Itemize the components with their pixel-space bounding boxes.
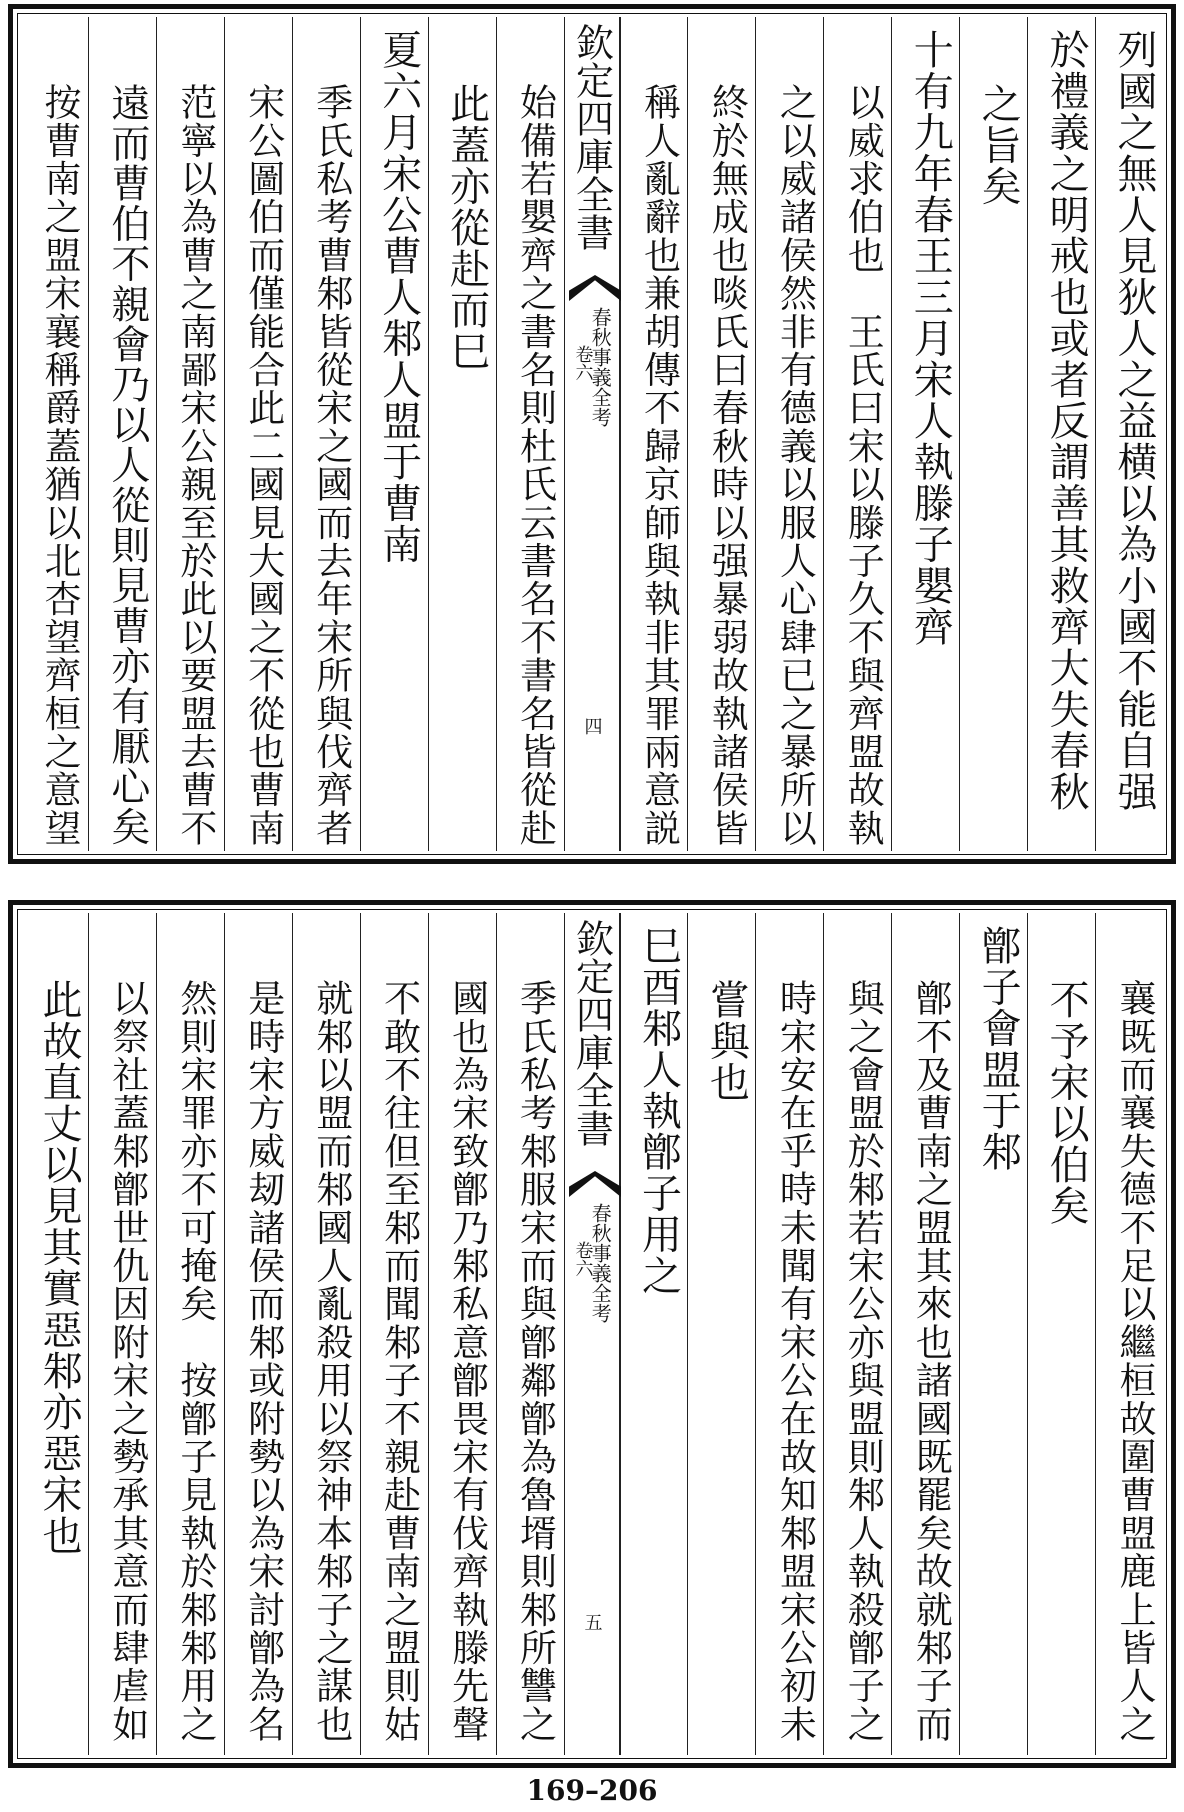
volume-label: 卷六 [572, 1241, 594, 1277]
bottom-page [8, 900, 1176, 1768]
text-column: 始備若嬰齊之書名則杜氏云書名不書名皆從赴 [496, 17, 564, 851]
text-column: 然則宋罪亦不可掩矣 按鄫子見執於邾邾用之 [156, 913, 224, 1755]
text-column: 巳酉邾人執鄫子用之 [620, 913, 688, 1755]
text-column: 遠而曹伯不親會乃以人從則見曹亦有厭心矣 [88, 17, 156, 851]
text-column: 宋公圖伯而僅能合此二國見大國之不從也曹南 [224, 17, 292, 851]
text-column: 嘗與也 [687, 913, 755, 1755]
text-column: 列國之無人見狄人之益横以為小國不能自强 [1095, 17, 1163, 851]
library-title: 欽定四庫全書 [569, 23, 614, 251]
book-title: 春秋事義全考 [588, 307, 613, 427]
text-column: 於禮義之明戒也或者反謂善其救齊大失春秋 [1027, 17, 1095, 851]
text-column: 是時宋方威刼諸侯而邾或附勢以為宋討鄫為名 [224, 913, 292, 1755]
book-title: 春秋事義全考 [588, 1203, 613, 1323]
text-column: 與之會盟於邾若宋公亦與盟則邾人執殺鄫子之 [823, 913, 891, 1755]
text-column: 鄫不及曹南之盟其來也諸國既罷矣故就邾子而 [891, 913, 959, 1755]
text-column: 此蓋亦從赴而巳 [428, 17, 496, 851]
text-column: 國也為宋致鄫乃邾私意鄫畏宋有伐齊執滕先聲 [428, 913, 496, 1755]
fish-tail-mark-icon [569, 1171, 621, 1197]
text-column: 就邾以盟而邾國人亂殺用以祭神本邾子之謀也 [292, 913, 360, 1755]
text-column: 終於無成也啖氏曰春秋時以强暴弱故執諸侯皆 [687, 17, 755, 851]
volume-label: 卷六 [572, 345, 594, 381]
text-column: 十有九年春王三月宋人執滕子嬰齊 [891, 17, 959, 851]
text-column: 不敢不往但至邾而聞邾子不親赴曹南之盟則姑 [360, 913, 428, 1755]
folio-number: 五 [581, 1613, 603, 1631]
center-gutter [564, 17, 620, 851]
text-column: 按曹南之盟宋襄稱爵蓋猶以北杏望齊桓之意望 [37, 83, 81, 847]
text-column: 以祭社蓋邾鄫世仇因附宋之勢承其意而肆虐如 [88, 913, 156, 1755]
text-column: 季氏私考邾服宋而與鄫鄰鄫為魯壻則邾所讐之 [496, 913, 564, 1755]
text-column: 夏六月宋公曹人邾人盟于曹南 [360, 17, 428, 851]
text-column: 稱人亂辭也兼胡傳不歸京師與執非其罪兩意説 [620, 17, 688, 851]
text-column: 之以威諸侯然非有德義以服人心肆已之暴所以 [755, 17, 823, 851]
fish-tail-mark-icon [569, 275, 621, 301]
text-column: 之旨矣 [959, 17, 1027, 851]
text-column: 不予宋以伯矣 [1027, 913, 1095, 1755]
text-column: 襄既而襄失德不足以繼桓故圍曹盟鹿上皆人之 [1095, 913, 1163, 1755]
text-column: 以威求伯也 王氏曰宋以滕子久不與齊盟故執 [823, 17, 891, 851]
top-page-columns [21, 17, 1163, 851]
text-column: 鄫子會盟于邾 [959, 913, 1027, 1755]
page-code: 169–206 [526, 1774, 658, 1807]
library-title: 欽定四庫全書 [569, 919, 614, 1147]
folio-number: 四 [581, 717, 603, 735]
text-column: 季氏私考曹邾皆從宋之國而去年宋所與伐齊者 [292, 17, 360, 851]
text-column: 時宋安在乎時未聞有宋公在故知邾盟宋公初未 [755, 913, 823, 1755]
top-page [8, 4, 1176, 864]
center-gutter [564, 913, 620, 1755]
text-column: 范寧以為曹之南鄙宋公親至於此以要盟去曹不 [156, 17, 224, 851]
text-column: 此故直丈以見其實惡邾亦惡宋也 [35, 979, 82, 1556]
bottom-page-columns [21, 913, 1163, 1755]
